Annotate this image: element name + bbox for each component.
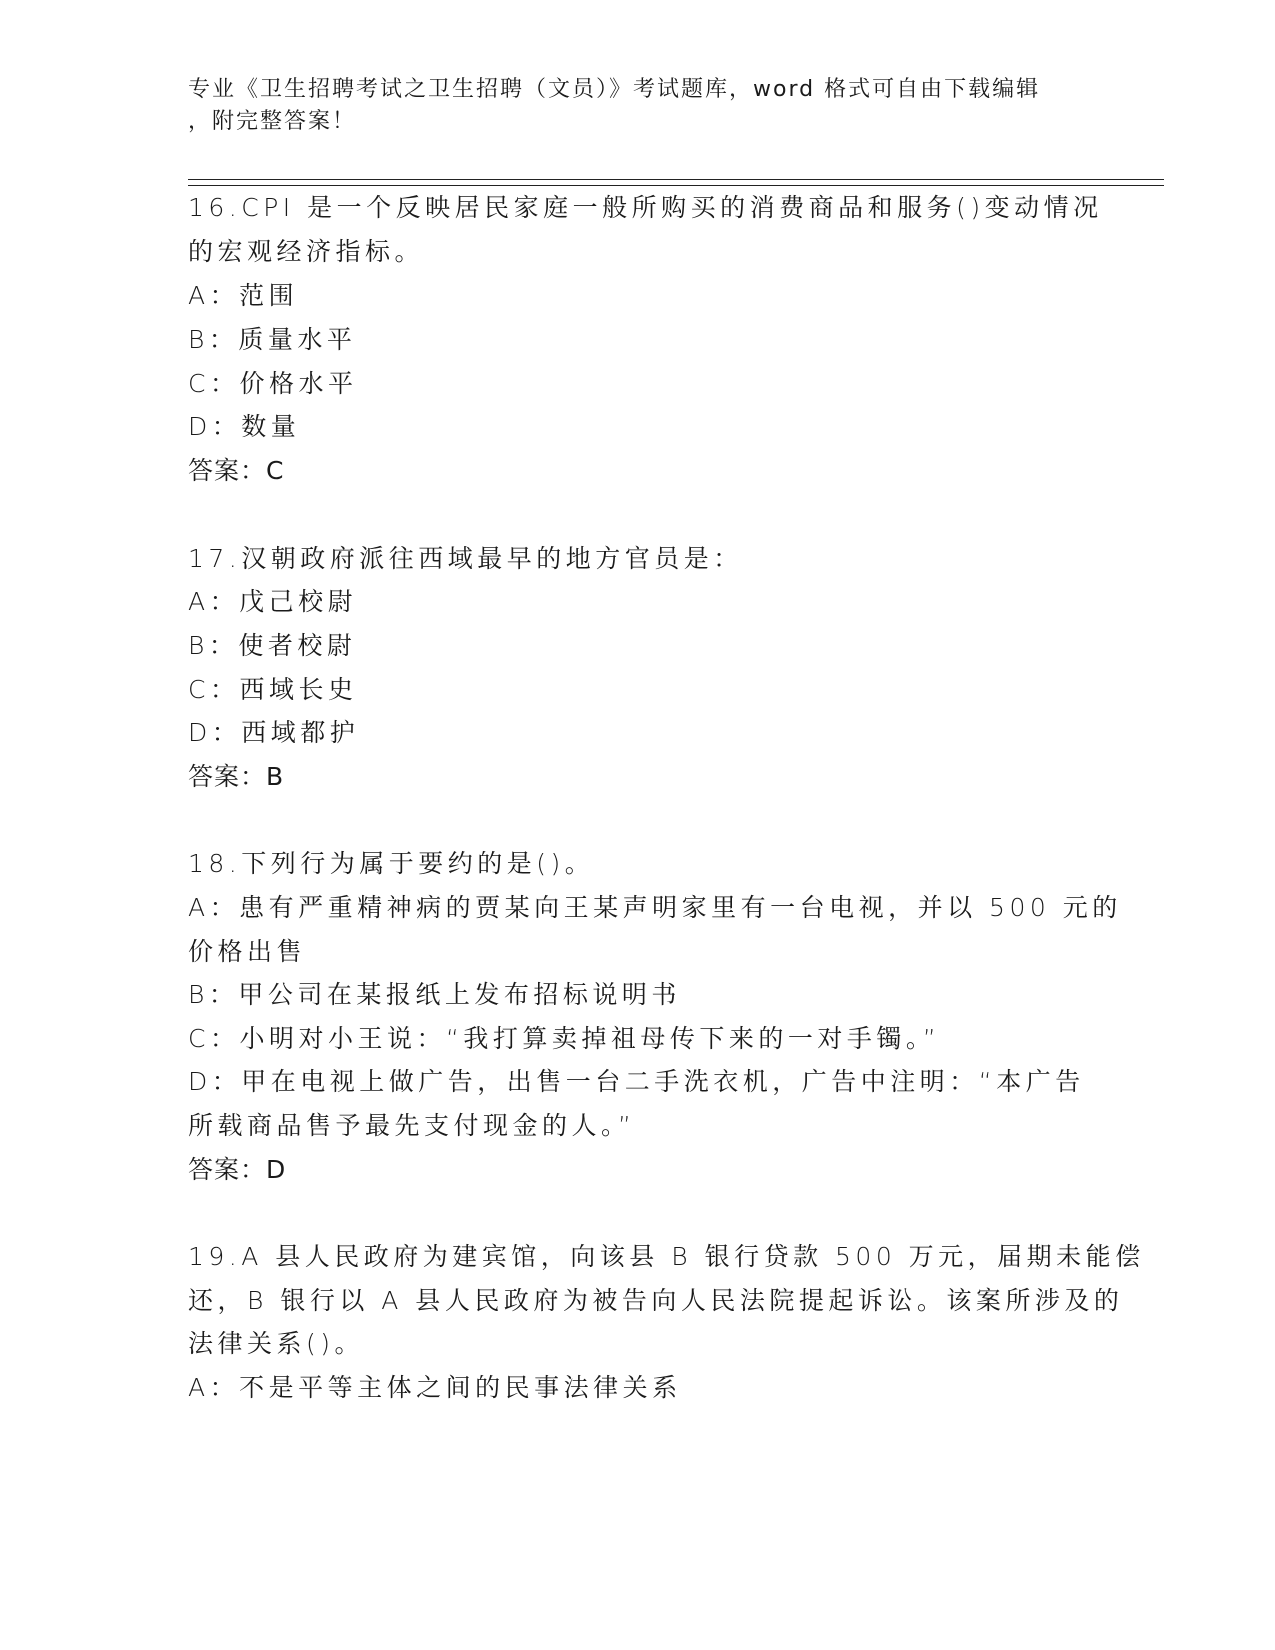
question-18-stem-line-1: 18.下列行为属于要约的是()。 <box>188 849 595 878</box>
question-18-option-b: B：甲公司在某报纸上发布招标说明书 <box>188 980 681 1009</box>
question-18-answer: 答案：D <box>188 1155 287 1184</box>
question-19-stem-line-1: 19.A 县人民政府为建宾馆，向该县 B 银行贷款 500 万元，届期未能偿 <box>188 1242 1145 1271</box>
question-18-option-a-line-1: A：患有严重精神病的贾某向王某声明家里有一台电视，并以 500 元的 <box>188 893 1122 922</box>
question-17-stem-line-1: 17.汉朝政府派往西域最早的地方官员是： <box>188 544 743 573</box>
question-16-stem-line-1: 16.CPI 是一个反映居民家庭一般所购买的消费商品和服务()变动情况 <box>188 193 1103 222</box>
question-16-option-d: D：数量 <box>188 412 301 441</box>
document-header <box>188 74 1068 138</box>
question-19-option-a: A：不是平等主体之间的民事法律关系 <box>188 1373 682 1402</box>
header-line-1: 专业《卫生招聘考试之卫生招聘（文员）》考试题库，word 格式可自由下载编辑 <box>188 77 1041 102</box>
question-18-option-d-line-1: D：甲在电视上做广告，出售一台二手洗衣机，广告中注明：“本广告 <box>188 1067 1085 1096</box>
header-rule-top <box>188 179 1164 180</box>
question-17-option-b: B：使者校尉 <box>188 631 357 660</box>
header-rule-bottom <box>188 185 1164 186</box>
question-17-option-a: A：戊己校尉 <box>188 587 358 616</box>
question-19-stem-line-2: 还，B 银行以 A 县人民政府为被告向人民法院提起诉讼。该案所涉及的 <box>188 1286 1124 1315</box>
question-16-option-b: B：质量水平 <box>188 325 357 354</box>
question-17-answer: 答案：B <box>188 762 285 791</box>
question-16-answer: 答案：C <box>188 456 285 485</box>
question-18-option-c: C：小明对小王说：“我打算卖掉祖母传下来的一对手镯。” <box>188 1024 941 1053</box>
question-18-option-a-line-2: 价格出售 <box>188 937 307 966</box>
question-16-option-c: C：价格水平 <box>188 369 358 398</box>
question-19-stem-line-3: 法律关系()。 <box>188 1329 365 1358</box>
question-17-option-d: D：西域都护 <box>188 718 360 747</box>
header-line-2: ，附完整答案！ <box>188 109 357 134</box>
question-16-option-a: A：范围 <box>188 281 299 310</box>
question-16-stem-line-2: 的宏观经济指标。 <box>188 237 425 266</box>
question-17-option-c: C：西域长史 <box>188 675 358 704</box>
question-18-option-d-line-2: 所载商品售予最先支付现金的人。” <box>188 1111 636 1140</box>
